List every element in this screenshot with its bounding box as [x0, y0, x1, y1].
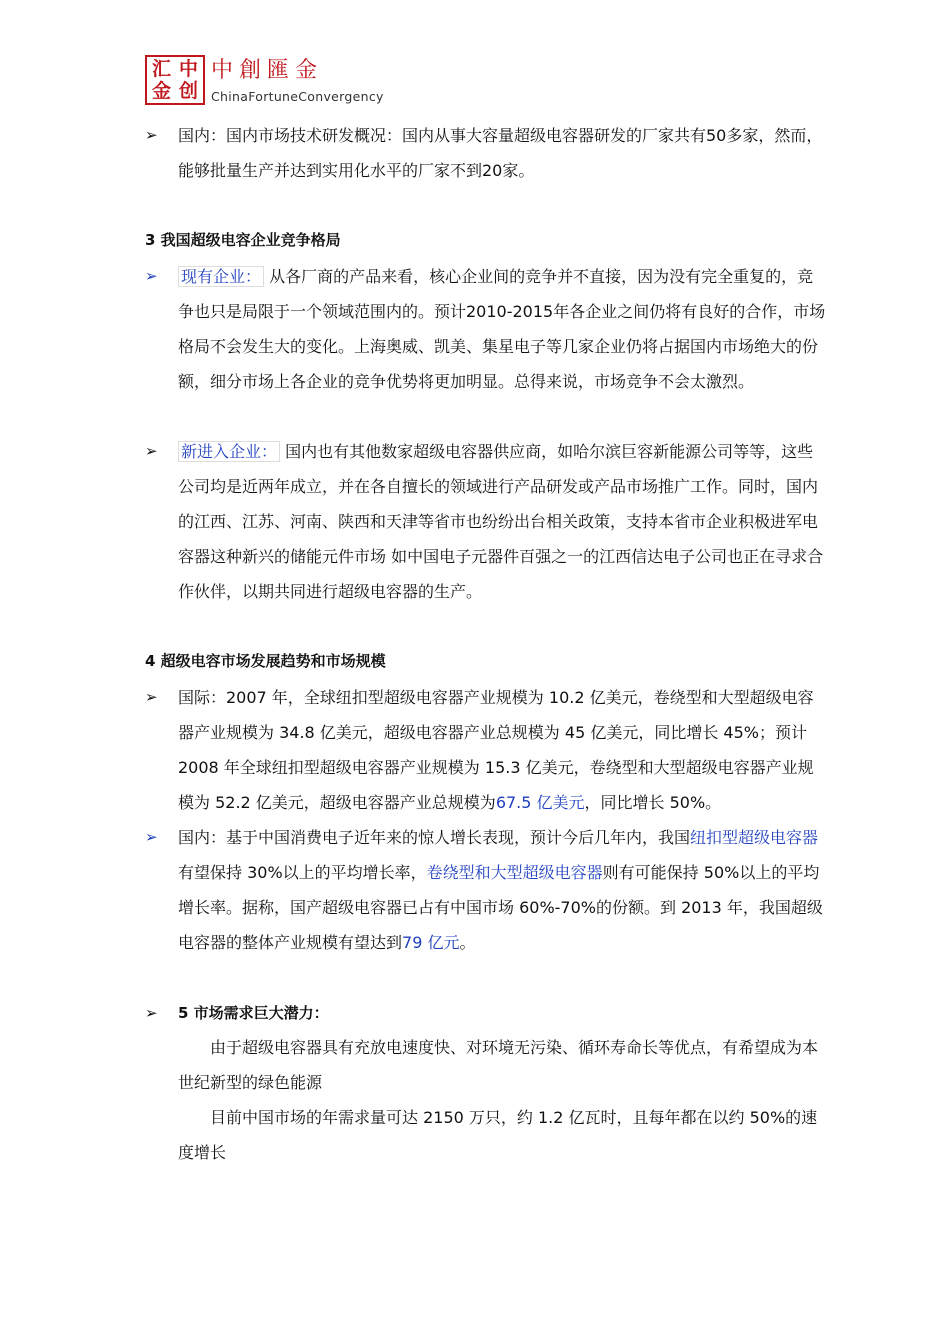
paragraph-text: 。: [459, 933, 476, 952]
list-item-existing-companies: [145, 259, 825, 399]
paragraph-demand-volume: 目前中国市场的年需求量可达 2150 万只，约 1.2 亿瓦时，且每年都在以约 50%的速度增长: [178, 1108, 818, 1162]
paragraph-text: 从各厂商的产品来看，核心企业间的竞争并不直接，因为没有完全重复的，竞争也只是局限于一个领域范围内的。预计2010-2015年各企业之间仍将有良好的合作，市场格局不会发生大的变化。上海奥威、凯美、集星电子等几家企业仍将占据国内市场绝大的份额，细分市场上各企业的竞争优势将更加明显。总得来说，市场竞争不会太激烈。: [178, 267, 826, 391]
paragraph-text: 国内也有其他数家超级电容器供应商，如哈尔滨巨容新能源公司等等，这些公司均是近两年成立，并在各自擅长的领域进行产品研发或产品市场推广工作。同时，国内的江西、江苏、河南、陕西和天津等省市也纷纷出台相关政策，支持本省市企业积极进军电容器这种新兴的储能元件市场 如中国电子元器件百强之一的江西信达电子公司也正在寻求合作伙伴，以期共同进行超级电容器的生产。: [178, 442, 824, 601]
paragraph-text: 则有可能保持 50%以上的平均增长率。据称，国产超级电容器已占有中国市场 60%-70%的份额。到 2013 年，我国超级电容器的整体产业规模有望达到: [178, 863, 823, 952]
arrow-bullet-icon: ➢: [145, 828, 158, 846]
arrow-bullet-icon: ➢: [145, 1004, 158, 1022]
list-item-international-market: [145, 680, 825, 820]
paragraph-text: 国内：基于中国消费电子近年来的惊人增长表现，预计今后几年内，我国: [178, 828, 691, 847]
section-heading-4: 4 超级电容市场发展趋势和市场规模: [145, 652, 386, 670]
section-heading-3: 3 我国超级电容企业竞争格局: [145, 231, 341, 249]
label-new-entrants: 新进入企业：: [178, 441, 280, 462]
logo-seal-char: 汇: [151, 58, 171, 80]
list-item-new-entrants: [145, 434, 825, 609]
highlight-2013-scale: 79 亿元: [402, 933, 460, 952]
arrow-bullet-icon: ➢: [145, 442, 158, 460]
logo-seal-char: 创: [178, 80, 198, 102]
paragraph-text: 有望保持 30%以上的平均增长率，: [178, 863, 427, 882]
arrow-bullet-icon: ➢: [145, 126, 158, 144]
paragraph-demand-advantages: 由于超级电容器具有充放电速度快、对环境无污染、循环寿命长等优点，有希望成为本世纪新型的绿色能源: [178, 1038, 819, 1092]
logo-seal-char: 金: [151, 80, 171, 102]
paragraph-text: ，同比增长 50%。: [584, 793, 722, 812]
company-logo: [145, 55, 435, 107]
paragraph-text: 国内：国内市场技术研发概况：国内从事大容量超级电容器研发的厂家共有50多家，然而，能够批量生产并达到实用化水平的厂家不到20家。: [178, 126, 823, 180]
logo-chinese-name: 中創匯金: [211, 58, 324, 83]
paragraph-text: 国际：2007 年，全球纽扣型超级电容器产业规模为 10.2 亿美元，卷绕型和大型超级电容器产业规模为 34.8 亿美元，超级电容器产业总规模为 45 亿美元，同比增长 45%；预计 2008 年全球纽扣型超级电容器产业规模为 15.3 亿美元，卷绕型和大型超级电容器产业规模为 52.2 亿美元，超级电容器产业总规模为: [178, 688, 814, 812]
highlight-button-type: 纽扣型超级电容器: [690, 828, 819, 847]
highlight-total-2008: 67.5 亿美元: [495, 793, 585, 812]
logo-seal-mark: [145, 55, 205, 105]
list-item-domestic-market: [145, 820, 825, 960]
label-existing-companies: 现有企业：: [178, 266, 264, 287]
highlight-wound-type: 卷绕型和大型超级电容器: [426, 863, 603, 882]
logo-seal-char: 中: [178, 58, 198, 80]
section-heading-5: 5 市场需求巨大潜力：: [178, 1004, 329, 1022]
list-item-market-demand: [145, 996, 825, 1031]
list-item-domestic-rd: [145, 118, 825, 188]
logo-english-name: ChinaFortuneConvergency: [211, 89, 384, 104]
arrow-bullet-icon: ➢: [145, 267, 158, 285]
arrow-bullet-icon: ➢: [145, 688, 158, 706]
